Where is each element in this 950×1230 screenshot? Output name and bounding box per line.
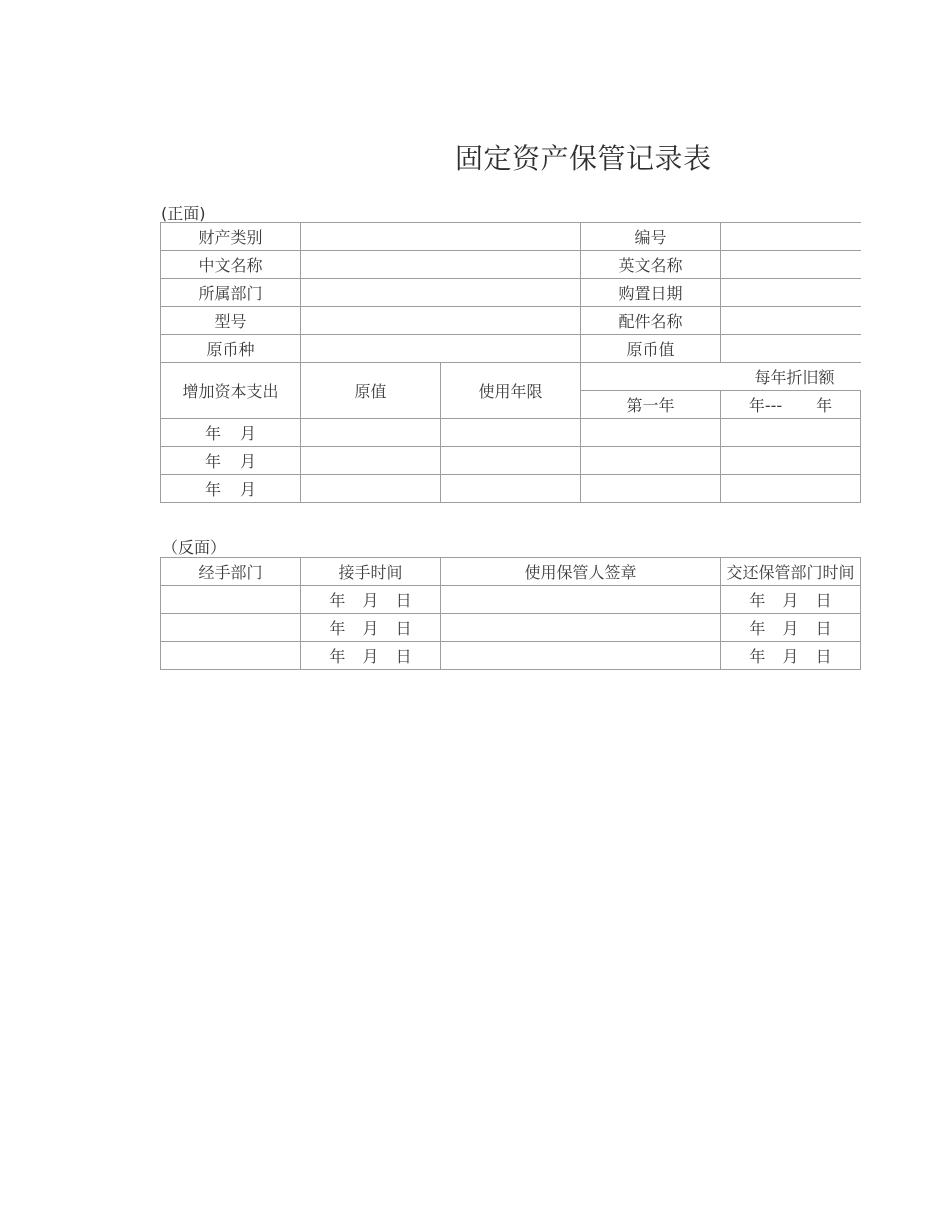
page-title: 固定资产保管记录表: [455, 142, 712, 175]
table-row: [161, 642, 861, 670]
return-date: 年 月 日: [721, 642, 861, 670]
field-label: 编号: [581, 223, 721, 251]
capex-cell[interactable]: [441, 475, 581, 503]
capex-date: 年 月: [161, 447, 301, 475]
handling-dept-cell[interactable]: [161, 586, 301, 614]
capex-cell[interactable]: [721, 475, 861, 503]
capex-cell[interactable]: [441, 447, 581, 475]
table-row: [161, 335, 861, 363]
field-label: 原币值: [581, 335, 721, 363]
field-label: 英文名称: [581, 251, 721, 279]
field-value[interactable]: [301, 251, 581, 279]
table-row: [161, 614, 861, 642]
front-side-label: (正面): [161, 204, 206, 223]
capex-date: 年 月: [161, 419, 301, 447]
field-label: 购置日期: [581, 279, 721, 307]
signature-cell[interactable]: [441, 614, 721, 642]
handling-dept-cell[interactable]: [161, 642, 301, 670]
field-label: 中文名称: [161, 251, 301, 279]
field-value[interactable]: [721, 251, 861, 279]
field-label: 所属部门: [161, 279, 301, 307]
capex-cell[interactable]: [301, 419, 441, 447]
capex-cell[interactable]: [301, 447, 441, 475]
front-table: [160, 222, 861, 503]
depreciation-header: 每年折旧额: [581, 363, 861, 391]
original-value-header: 原值: [301, 363, 441, 419]
table-row: [161, 447, 861, 475]
column-header: 接手时间: [301, 558, 441, 586]
field-value[interactable]: [721, 279, 861, 307]
field-value[interactable]: [721, 307, 861, 335]
table-row: [161, 307, 861, 335]
year-range-header: [721, 391, 861, 419]
capex-cell[interactable]: [301, 475, 441, 503]
table-header-row: [161, 558, 861, 586]
field-label: 原币种: [161, 335, 301, 363]
return-date: 年 月 日: [721, 614, 861, 642]
capex-header: 增加资本支出: [161, 363, 301, 419]
receive-date: 年 月 日: [301, 614, 441, 642]
table-row: [161, 251, 861, 279]
field-label: 财产类别: [161, 223, 301, 251]
column-header: 经手部门: [161, 558, 301, 586]
back-side-label: （反面）: [162, 538, 227, 557]
capex-date: 年 月: [161, 475, 301, 503]
capex-cell[interactable]: [581, 447, 721, 475]
handling-dept-cell[interactable]: [161, 614, 301, 642]
capex-cell[interactable]: [721, 447, 861, 475]
field-value[interactable]: [301, 335, 581, 363]
capex-cell[interactable]: [441, 419, 581, 447]
field-label: 型号: [161, 307, 301, 335]
year-range-start: 年---: [748, 396, 783, 415]
table-row: [161, 279, 861, 307]
return-date: 年 月 日: [721, 586, 861, 614]
signature-cell[interactable]: [441, 642, 721, 670]
capex-header-row: [161, 363, 861, 391]
field-value[interactable]: [721, 335, 861, 363]
table-row: [161, 419, 861, 447]
field-value[interactable]: [301, 279, 581, 307]
capex-cell[interactable]: [581, 475, 721, 503]
capex-cell[interactable]: [581, 419, 721, 447]
receive-date: 年 月 日: [301, 642, 441, 670]
column-header: 交还保管部门时间: [721, 558, 861, 586]
useful-life-header: 使用年限: [441, 363, 581, 419]
back-table: [160, 557, 861, 670]
signature-cell[interactable]: [441, 586, 721, 614]
field-value[interactable]: [301, 223, 581, 251]
table-row: [161, 223, 861, 251]
field-label: 配件名称: [581, 307, 721, 335]
receive-date: 年 月 日: [301, 586, 441, 614]
table-row: [161, 586, 861, 614]
table-row: [161, 475, 861, 503]
year-range-end: 年: [816, 396, 833, 415]
capex-cell[interactable]: [721, 419, 861, 447]
field-value[interactable]: [301, 307, 581, 335]
column-header: 使用保管人签章: [441, 558, 721, 586]
first-year-header: 第一年: [581, 391, 721, 419]
field-value[interactable]: [721, 223, 861, 251]
